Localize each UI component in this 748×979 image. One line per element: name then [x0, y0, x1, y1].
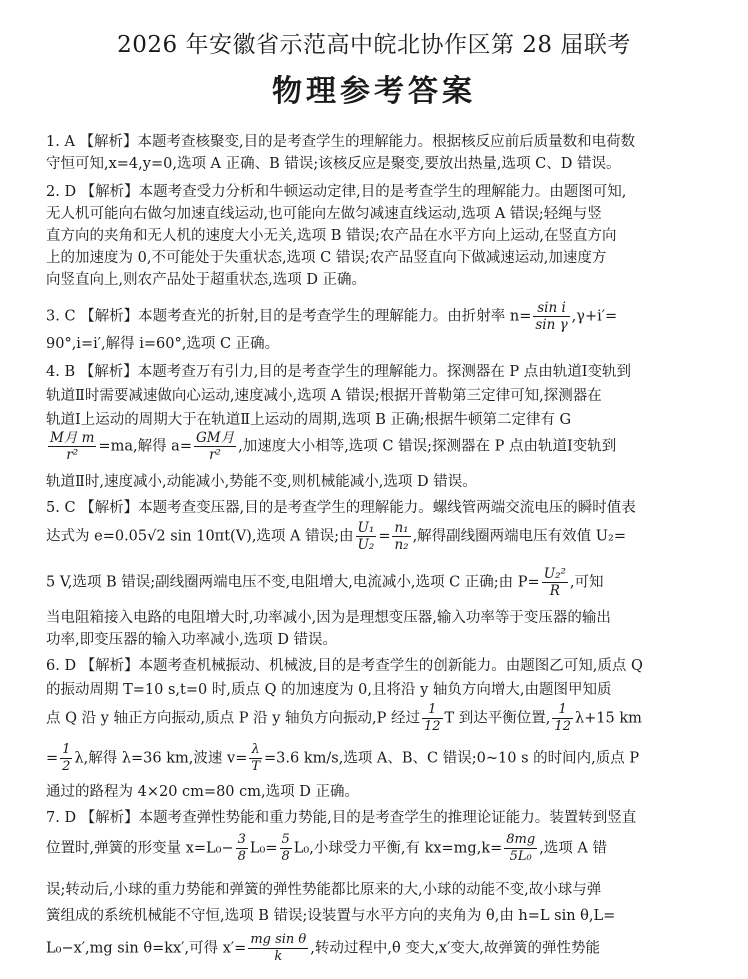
answer-6-line-1: 6. D 【解析】本题考查机械振动、机械波,目的是考查学生的创新能力。由题图乙可知,质点 Q	[46, 658, 643, 674]
answer-4-line-3: 轨道Ⅰ上运动的周期大于在轨道Ⅱ上运动的周期,选项 B 正确;根据牛顿第二定律有 G	[46, 412, 572, 428]
formula-fraction: $\frac{5}{8}$	[281, 832, 290, 864]
formula-fraction: $\frac{1}{2}$	[62, 742, 71, 774]
answer-2-line-2: 无人机可能向右做匀加速直线运动,也可能向左做匀减速直线运动,选项 A 错误;轻绳与竖	[46, 206, 602, 222]
answer-3-line-2: 90°,i=i′,解得 i=60°,选项 C 正确。	[46, 336, 280, 352]
answer-3-line-1: 3. C 【解析】本题考查光的折射,目的是考查学生的理解能力。由折射率 n= $\frac{\text{sin i}}{\text{sin γ}}$ ,γ+i′=	[46, 300, 618, 333]
answer-6-line-4: = $\frac{1}{2}$ λ,解得 λ=36 km,波速 v= $\frac{\lambda}{T}$ =3.6 km/s,选项 A、B、C 错误;0~10 s 的时间内,质点 P	[46, 742, 640, 774]
answer-1-line-2: 守恒可知,x=4,y=0,选项 A 正确、B 错误;该核反应是聚变,要放出热量,选项 C、D 错误。	[46, 156, 621, 172]
formula-fraction: $\frac{\lambda}{T}$	[251, 742, 261, 774]
answer-4-line-4: $\frac{\text{M月 m}}{\text{r²}}$ =ma,解得 a= $\frac{\text{GM月}}{\text{r²}}$ ,加速度大小相等,选项 C 错误;探测器在 P 点由轨道Ⅰ变轨到	[50, 430, 617, 463]
exam-title: 2026 年安徽省示范高中皖北协作区第 28 届联考	[117, 32, 631, 58]
answer-2-line-4: 上的加速度为 0,不可能处于失重状态,选项 C 错误;农产品竖直向下做减速运动,加速度方	[46, 250, 607, 266]
formula-fraction: $\frac{1}{12}$	[423, 702, 441, 734]
answer-6-line-5: 通过的路程为 4×20 cm=80 cm,选项 D 正确。	[46, 784, 359, 800]
formula-fraction: $\frac{\text{U₂²}}{R}$	[543, 566, 566, 599]
formula-fraction: $\frac{\text{M月 m}}{\text{r²}}$	[50, 430, 95, 463]
answer-5-line-2: 达式为 e=0.05√2 sin 10πt(V),选项 A 错误;由 $\frac{\text{U₁}}{\text{U₂}}$ = $\frac{\text{n₁}}{\text{n₂}}$ ,解得副线圈两端电压有效值 U₂=	[46, 520, 626, 553]
answer-7-line-2: 位置时,弹簧的形变量 x=L₀− $\frac{3}{8}$ L₀= $\frac{5}{8}$ L₀,小球受力平衡,有 kx=mg,k= $\frac{8mg}{\text{5L₀}}$ ,选项 A 错	[46, 832, 607, 864]
formula-fraction: $\frac{\text{sin i}}{\text{sin γ}}$	[535, 300, 568, 333]
answer-7-line-4: 簧组成的系统机械能不守恒,选项 B 错误;设装置与水平方向的夹角为 θ,由 h=L sin θ,L=	[46, 908, 616, 924]
document-title: 物理参考答案	[272, 74, 476, 109]
answer-7-line-1: 7. D 【解析】本题考查弹性势能和重力势能,目的是考查学生的推理论证能力。装置转到竖直	[46, 810, 637, 826]
answer-2-line-3: 直方向的夹角和无人机的速度大小无关,选项 B 错误;农产品在水平方向上运动,在竖直方向	[46, 228, 617, 244]
formula-fraction: $\frac{\text{mg sin θ}}{k}$	[250, 932, 307, 964]
answer-6-line-2: 的振动周期 T=10 s,t=0 时,质点 Q 的加速度为 0,且将沿 y 轴负方向增大,由题图甲知质	[46, 682, 612, 698]
answer-4-line-5: 轨道Ⅱ时,速度减小,动能减小,势能不变,则机械能减小,选项 D 错误。	[46, 474, 477, 490]
formula-fraction: $\frac{\text{n₁}}{\text{n₂}}$	[394, 520, 409, 553]
answer-5-line-3: 5 V,选项 B 错误;副线圈两端电压不变,电阻增大,电流减小,选项 C 正确;由 P= $\frac{\text{U₂²}}{R}$ ,可知	[46, 566, 604, 599]
answer-5-line-5: 功率,即变压器的输入功率减小,选项 D 错误。	[46, 632, 338, 648]
formula-fraction: $\frac{1}{12}$	[554, 702, 571, 734]
answer-2-line-1: 2. D 【解析】本题考查受力分析和牛顿运动定律,目的是考查学生的理解能力。由题图可知,	[46, 184, 627, 200]
formula-fraction: $\frac{3}{8}$	[237, 832, 246, 864]
answer-4-line-1: 4. B 【解析】本题考查万有引力,目的是考查学生的理解能力。探测器在 P 点由轨道Ⅰ变轨到	[46, 364, 632, 380]
answer-7-line-3: 误;转动后,小球的重力势能和弹簧的弹性势能都比原来的大,小球的动能不变,故小球与弹	[46, 882, 602, 898]
formula-fraction: $\frac{\text{U₁}}{\text{U₂}}$	[357, 520, 375, 553]
answer-5-line-4: 当电阻箱接入电路的电阻增大时,功率减小,因为是理想变压器,输入功率等于变压器的输出	[46, 610, 611, 626]
formula-fraction: $\frac{8mg}{\text{5L₀}}$	[506, 832, 536, 864]
formula-fraction: $\frac{\text{GM月}}{\text{r²}}$	[195, 430, 235, 463]
answer-7-line-5: L₀−x′,mg sin θ=kx′,可得 x′= $\frac{\text{mg sin θ}}{k}$ ,转动过程中,θ 变大,x′变大,故弹簧的弹性势能	[46, 932, 601, 964]
answer-2-line-5: 向竖直向上,则农产品处于超重状态,选项 D 正确。	[46, 272, 367, 288]
answer-6-line-3: 点 Q 沿 y 轴正方向振动,质点 P 沿 y 轴负方向振动,P 经过 $\frac{1}{12}$ T 到达平衡位置, $\frac{1}{12}$ λ+15 km	[46, 702, 642, 734]
answer-5-line-1: 5. C 【解析】本题考查变压器,目的是考查学生的理解能力。螺线管两端交流电压的瞬时值表	[46, 500, 636, 516]
answer-4-line-2: 轨道Ⅱ时需要减速做向心运动,速度减小,选项 A 错误;根据开普勒第三定律可知,探测器在	[46, 388, 602, 404]
answer-1-line-1: 1. A 【解析】本题考查核聚变,目的是考查学生的理解能力。根据核反应前后质量数和电荷数	[46, 134, 636, 150]
